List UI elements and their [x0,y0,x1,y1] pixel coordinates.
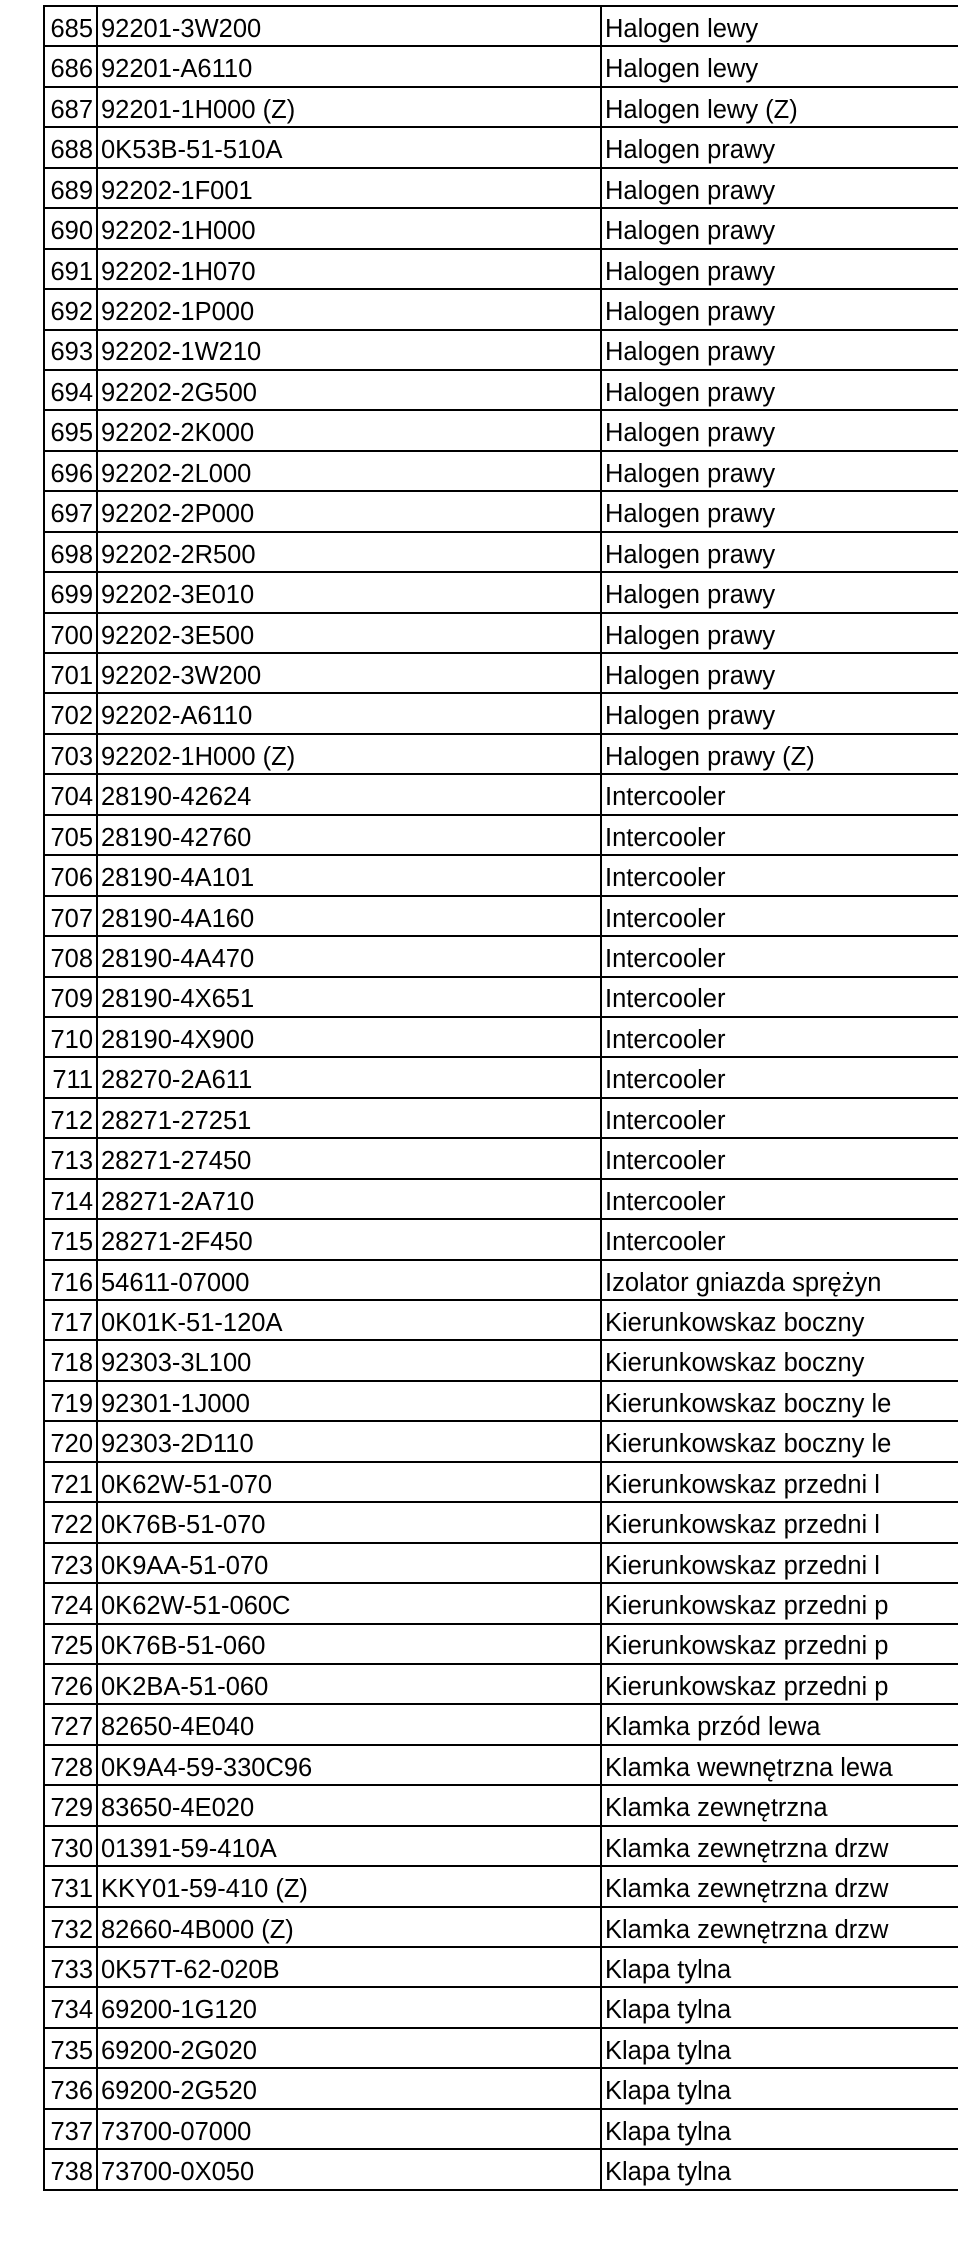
part-description: Intercooler [601,1017,960,1057]
parts-table [43,5,960,2191]
part-code: 92202-2R500 [97,532,601,572]
row-number: 687 [44,87,97,127]
row-number: 696 [44,451,97,491]
part-code: 69200-2G520 [97,2068,601,2108]
part-description: Intercooler [601,1098,960,1138]
row-number: 705 [44,815,97,855]
row-number: 695 [44,410,97,450]
part-description: Intercooler [601,1138,960,1178]
row-number: 707 [44,896,97,936]
row-number: 699 [44,572,97,612]
row-number: 734 [44,1987,97,2027]
part-description: Intercooler [601,855,960,895]
part-code: 92202-3W200 [97,653,601,693]
row-number: 719 [44,1381,97,1421]
part-description: Halogen prawy [601,410,960,450]
table-row [44,2028,960,2068]
part-description: Halogen prawy [601,491,960,531]
row-number: 721 [44,1462,97,1502]
part-description: Klamka zewnętrzna drzw [601,1826,960,1866]
table-row [44,815,960,855]
part-code: 92202-1W210 [97,330,601,370]
part-description: Izolator gniazda sprężyn [601,1260,960,1300]
row-number: 693 [44,330,97,370]
table-row [44,1017,960,1057]
part-code: 92303-3L100 [97,1340,601,1380]
table-row [44,532,960,572]
part-code: 73700-0X050 [97,2149,601,2189]
part-description: Halogen prawy [601,289,960,329]
table-row [44,46,960,86]
table-row [44,936,960,976]
table-row [44,1340,960,1380]
row-number: 726 [44,1664,97,1704]
part-code: 92301-1J000 [97,1381,601,1421]
part-description: Kierunkowskaz przedni p [601,1664,960,1704]
part-code: 28271-2A710 [97,1179,601,1219]
part-description: Intercooler [601,896,960,936]
table-row [44,127,960,167]
row-number: 716 [44,1260,97,1300]
table-row [44,977,960,1017]
part-code: 28190-42760 [97,815,601,855]
row-number: 692 [44,289,97,329]
row-number: 722 [44,1502,97,1542]
part-description: Klapa tylna [601,2028,960,2068]
table-row [44,1421,960,1461]
part-code: 54611-07000 [97,1260,601,1300]
row-number: 714 [44,1179,97,1219]
part-description: Halogen prawy [601,613,960,653]
part-description: Kierunkowskaz przedni l [601,1543,960,1583]
row-number: 718 [44,1340,97,1380]
part-code: 0K53B-51-510A [97,127,601,167]
part-description: Intercooler [601,936,960,976]
part-description: Klamka zewnętrzna drzw [601,1907,960,1947]
table-row [44,330,960,370]
table-row [44,2109,960,2149]
table-row [44,855,960,895]
table-row [44,1462,960,1502]
table-row [44,6,960,46]
part-description: Intercooler [601,1179,960,1219]
part-description: Halogen lewy [601,46,960,86]
table-row [44,1179,960,1219]
part-description: Intercooler [601,977,960,1017]
part-description: Halogen prawy [601,127,960,167]
part-description: Klapa tylna [601,2149,960,2189]
part-code: 83650-4E020 [97,1785,601,1825]
table-row [44,491,960,531]
row-number: 717 [44,1300,97,1340]
table-row [44,208,960,248]
part-code: 0K01K-51-120A [97,1300,601,1340]
part-code: 28190-4A470 [97,936,601,976]
row-number: 728 [44,1745,97,1785]
row-number: 702 [44,693,97,733]
table-row [44,1987,960,2027]
row-number: 727 [44,1704,97,1744]
row-number: 709 [44,977,97,1017]
part-code: 82650-4E040 [97,1704,601,1744]
part-code: 0K2BA-51-060 [97,1664,601,1704]
row-number: 685 [44,6,97,46]
part-description: Kierunkowskaz przedni p [601,1583,960,1623]
part-code: 92201-1H000 (Z) [97,87,601,127]
part-code: 28190-4X900 [97,1017,601,1057]
part-description: Halogen prawy [601,572,960,612]
table-row [44,693,960,733]
table-row [44,168,960,208]
part-code: 92202-3E500 [97,613,601,653]
part-code: 92202-1P000 [97,289,601,329]
part-description: Halogen prawy [601,208,960,248]
part-code: 0K9A4-59-330C96 [97,1745,601,1785]
part-description: Kierunkowskaz boczny [601,1300,960,1340]
part-code: 92202-2P000 [97,491,601,531]
part-description: Kierunkowskaz boczny le [601,1381,960,1421]
part-code: 0K62W-51-070 [97,1462,601,1502]
row-number: 732 [44,1907,97,1947]
row-number: 703 [44,734,97,774]
part-description: Klamka zewnętrzna drzw [601,1866,960,1906]
part-code: 28190-42624 [97,774,601,814]
row-number: 712 [44,1098,97,1138]
row-number: 731 [44,1866,97,1906]
row-number: 686 [44,46,97,86]
part-code: 92202-1H000 (Z) [97,734,601,774]
part-code: 92303-2D110 [97,1421,601,1461]
table-row [44,1704,960,1744]
table-row [44,87,960,127]
part-code: KKY01-59-410 (Z) [97,1866,601,1906]
table-row [44,896,960,936]
part-code: 01391-59-410A [97,1826,601,1866]
part-code: 0K57T-62-020B [97,1947,601,1987]
row-number: 700 [44,613,97,653]
row-number: 688 [44,127,97,167]
part-code: 28190-4A160 [97,896,601,936]
part-code: 92202-2L000 [97,451,601,491]
part-description: Klamka przód lewa [601,1704,960,1744]
part-code: 0K62W-51-060C [97,1583,601,1623]
row-number: 738 [44,2149,97,2189]
part-description: Halogen prawy [601,168,960,208]
row-number: 704 [44,774,97,814]
row-number: 708 [44,936,97,976]
part-description: Klamka zewnętrzna [601,1785,960,1825]
part-description: Halogen prawy [601,249,960,289]
table-row [44,2068,960,2108]
part-description: Kierunkowskaz przedni p [601,1624,960,1664]
table-row [44,653,960,693]
table-row [44,1745,960,1785]
part-code: 92202-1H070 [97,249,601,289]
row-number: 715 [44,1219,97,1259]
part-code: 69200-2G020 [97,2028,601,2068]
parts-table-body [44,6,960,2190]
table-row [44,370,960,410]
table-row [44,1260,960,1300]
part-description: Klapa tylna [601,1947,960,1987]
table-row [44,451,960,491]
row-number: 725 [44,1624,97,1664]
part-description: Halogen prawy [601,653,960,693]
table-row [44,572,960,612]
row-number: 710 [44,1017,97,1057]
part-code: 69200-1G120 [97,1987,601,2027]
part-code: 92202-1H000 [97,208,601,248]
part-description: Halogen lewy (Z) [601,87,960,127]
part-description: Kierunkowskaz boczny le [601,1421,960,1461]
table-row [44,1057,960,1097]
row-number: 711 [44,1057,97,1097]
row-number: 735 [44,2028,97,2068]
part-description: Intercooler [601,1057,960,1097]
part-description: Kierunkowskaz przedni l [601,1502,960,1542]
part-code: 92202-A6110 [97,693,601,733]
table-row [44,774,960,814]
table-row [44,1826,960,1866]
row-number: 694 [44,370,97,410]
part-code: 92201-3W200 [97,6,601,46]
part-description: Halogen prawy [601,532,960,572]
part-description: Kierunkowskaz boczny [601,1340,960,1380]
part-code: 92202-2G500 [97,370,601,410]
row-number: 724 [44,1583,97,1623]
part-code: 0K76B-51-060 [97,1624,601,1664]
part-description: Halogen prawy [601,451,960,491]
part-code: 28271-27450 [97,1138,601,1178]
row-number: 723 [44,1543,97,1583]
table-row [44,1502,960,1542]
table-row [44,1947,960,1987]
row-number: 701 [44,653,97,693]
part-code: 92202-2K000 [97,410,601,450]
part-code: 28270-2A611 [97,1057,601,1097]
table-row [44,249,960,289]
table-row [44,1219,960,1259]
part-code: 92202-3E010 [97,572,601,612]
part-code: 92202-1F001 [97,168,601,208]
table-row [44,1098,960,1138]
table-row [44,410,960,450]
row-number: 713 [44,1138,97,1178]
table-row [44,289,960,329]
row-number: 733 [44,1947,97,1987]
table-row [44,1866,960,1906]
table-row [44,2149,960,2189]
table-row [44,1907,960,1947]
row-number: 706 [44,855,97,895]
part-code: 92201-A6110 [97,46,601,86]
part-description: Kierunkowskaz przedni l [601,1462,960,1502]
row-number: 720 [44,1421,97,1461]
part-description: Intercooler [601,1219,960,1259]
row-number: 730 [44,1826,97,1866]
part-description: Klapa tylna [601,2109,960,2149]
row-number: 729 [44,1785,97,1825]
row-number: 689 [44,168,97,208]
part-code: 28271-27251 [97,1098,601,1138]
table-row [44,1624,960,1664]
part-code: 28190-4X651 [97,977,601,1017]
row-number: 691 [44,249,97,289]
part-description: Halogen prawy [601,370,960,410]
row-number: 736 [44,2068,97,2108]
part-code: 82660-4B000 (Z) [97,1907,601,1947]
part-description: Halogen prawy [601,330,960,370]
table-row [44,1138,960,1178]
part-description: Intercooler [601,774,960,814]
row-number: 697 [44,491,97,531]
part-description: Halogen prawy (Z) [601,734,960,774]
table-row [44,1381,960,1421]
row-number: 690 [44,208,97,248]
part-description: Klapa tylna [601,2068,960,2108]
part-description: Klapa tylna [601,1987,960,2027]
table-row [44,1543,960,1583]
row-number: 737 [44,2109,97,2149]
table-row [44,734,960,774]
part-code: 28190-4A101 [97,855,601,895]
table-row [44,1785,960,1825]
table-row [44,613,960,653]
row-number: 698 [44,532,97,572]
part-description: Klamka wewnętrzna lewa [601,1745,960,1785]
part-code: 0K76B-51-070 [97,1502,601,1542]
part-description: Halogen lewy [601,6,960,46]
table-row [44,1300,960,1340]
part-code: 73700-07000 [97,2109,601,2149]
part-description: Halogen prawy [601,693,960,733]
table-row [44,1583,960,1623]
table-row [44,1664,960,1704]
part-code: 0K9AA-51-070 [97,1543,601,1583]
part-code: 28271-2F450 [97,1219,601,1259]
part-description: Intercooler [601,815,960,855]
